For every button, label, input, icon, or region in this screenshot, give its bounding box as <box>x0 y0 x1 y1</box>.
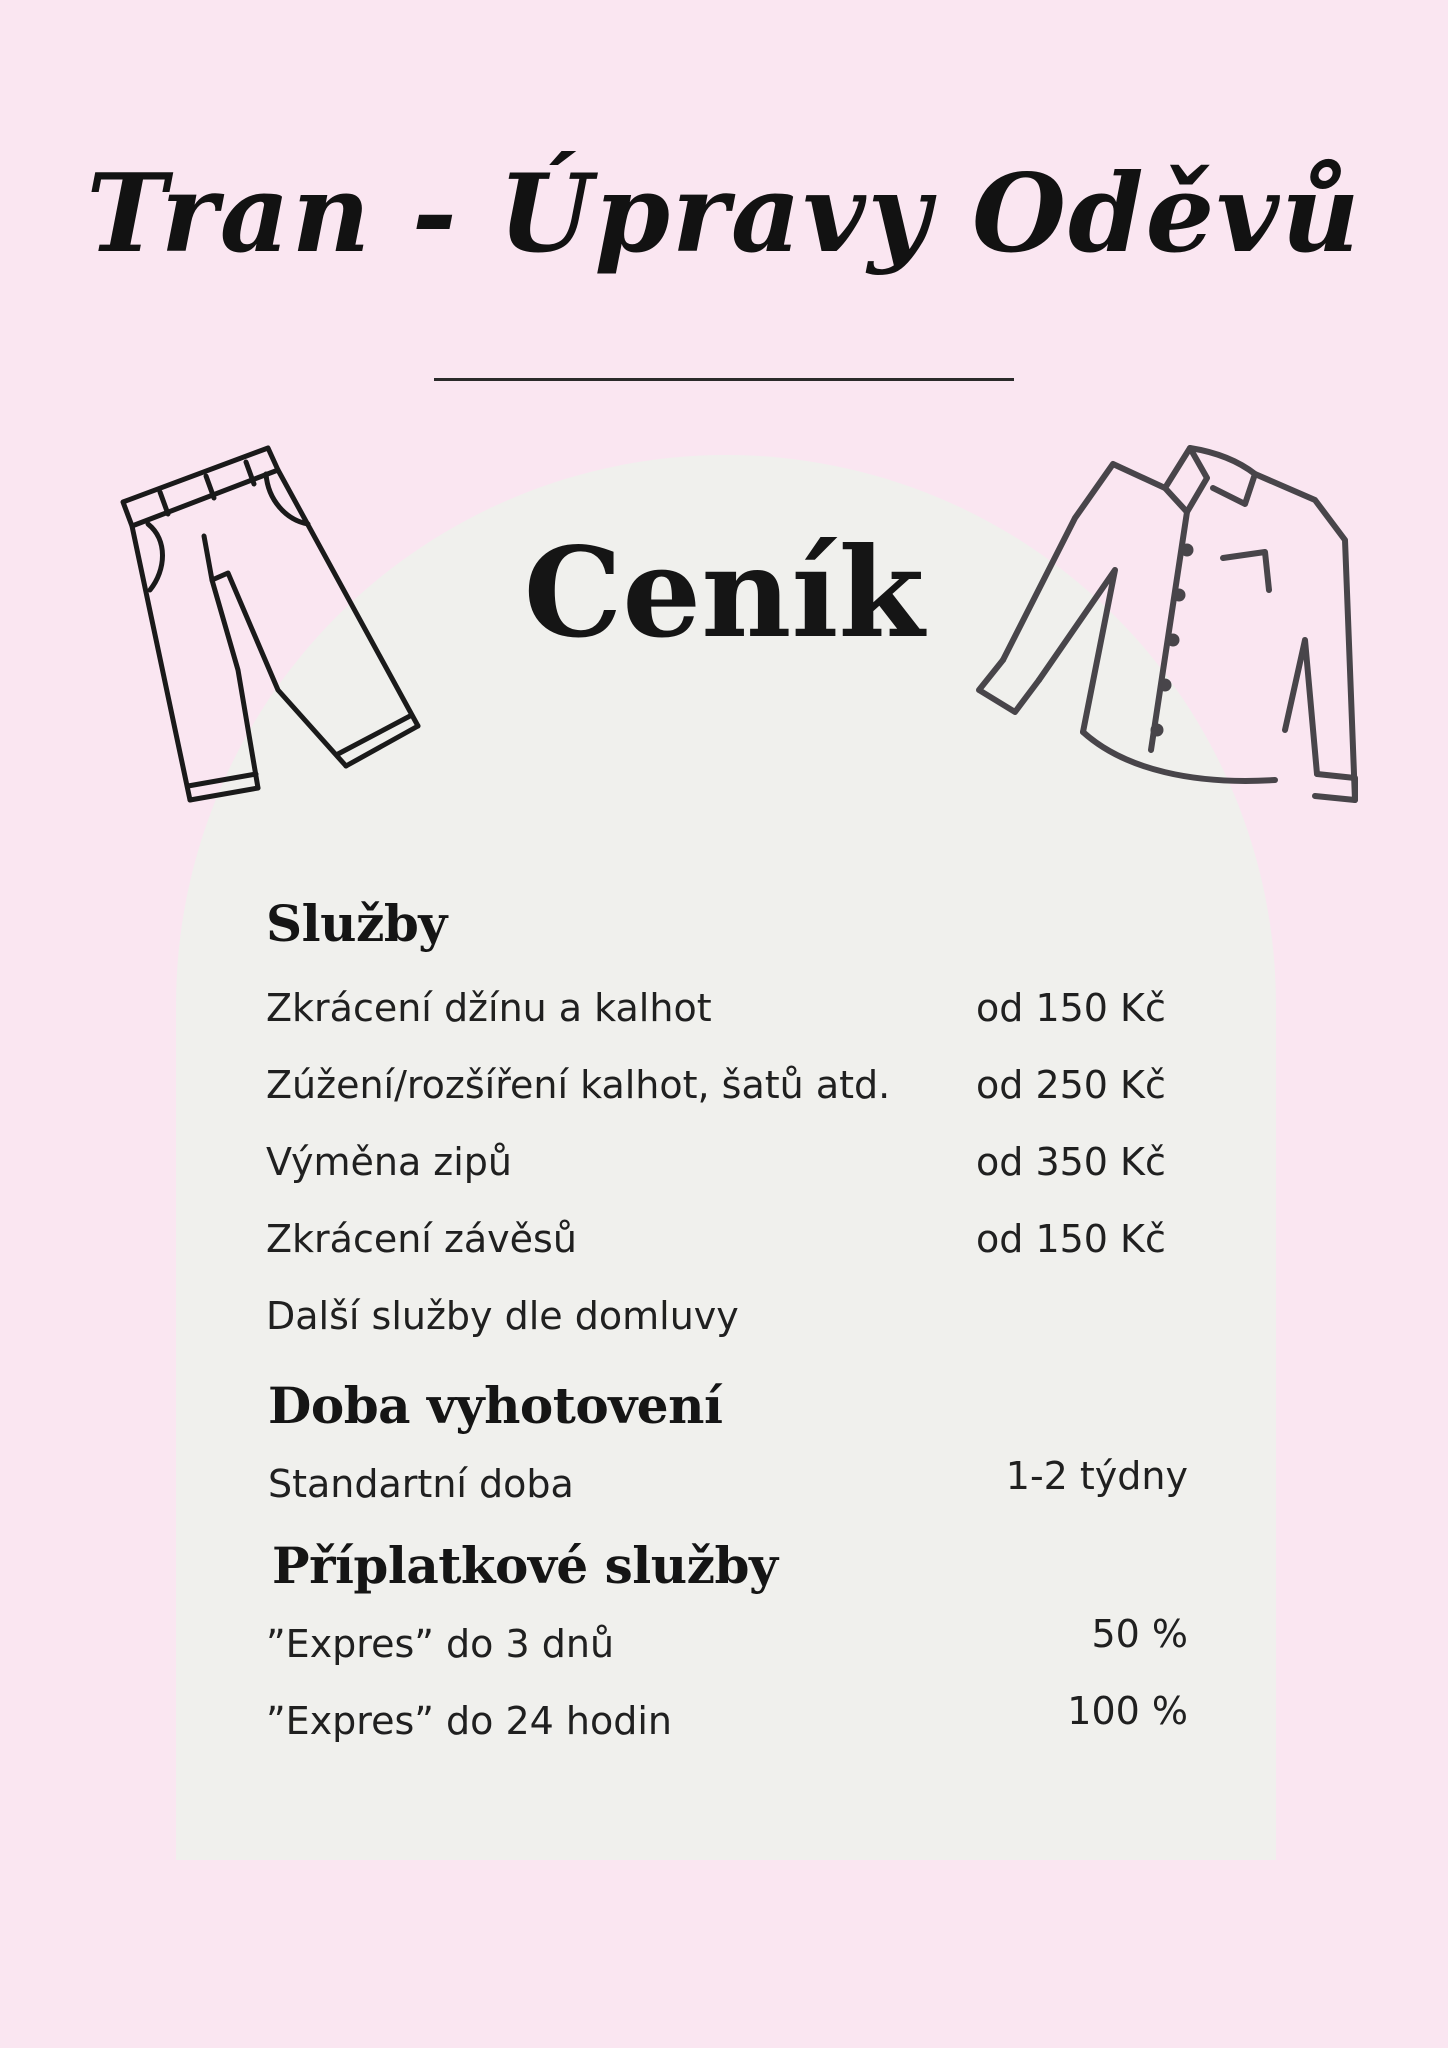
list-item <box>266 1063 1188 1123</box>
turnaround-label: Standartní doba <box>268 1462 574 1506</box>
list-item <box>266 986 1188 1046</box>
surcharge-value: 100 % <box>1067 1689 1188 1733</box>
service-price: od 250 Kč <box>976 1063 1166 1107</box>
list-item <box>266 1612 1188 1682</box>
service-price: od 350 Kč <box>976 1140 1166 1184</box>
surcharge-label: ”Expres” do 24 hodin <box>266 1699 673 1743</box>
service-price: od 150 Kč <box>976 986 1166 1030</box>
service-label: Zkrácení džínu a kalhot <box>266 986 712 1030</box>
list-item <box>266 1294 1188 1354</box>
list-item <box>268 1454 1188 1522</box>
surcharge-label: ”Expres” do 3 dnů <box>266 1622 615 1666</box>
turnaround-heading: Doba vyhotovení <box>268 1376 723 1435</box>
list-item <box>266 1689 1188 1759</box>
turnaround-value: 1-2 týdny <box>1005 1454 1188 1498</box>
surcharges-heading: Příplatkové služby <box>272 1536 778 1595</box>
list-item <box>266 1217 1188 1277</box>
page-title: Tran - Úpravy Oděvů <box>86 151 1362 277</box>
service-label: Zkrácení závěsů <box>266 1217 577 1261</box>
surcharge-value: 50 % <box>1091 1612 1188 1656</box>
service-price: od 150 Kč <box>976 1217 1166 1261</box>
list-item <box>266 1140 1188 1200</box>
services-heading: Služby <box>266 894 447 953</box>
service-label: Zúžení/rozšíření kalhot, šatů atd. <box>266 1063 891 1107</box>
price-list-heading: Ceník <box>523 521 925 666</box>
title-divider <box>434 378 1014 381</box>
service-label: Další služby dle domluvy <box>266 1294 739 1338</box>
service-label: Výměna zipů <box>266 1140 513 1184</box>
